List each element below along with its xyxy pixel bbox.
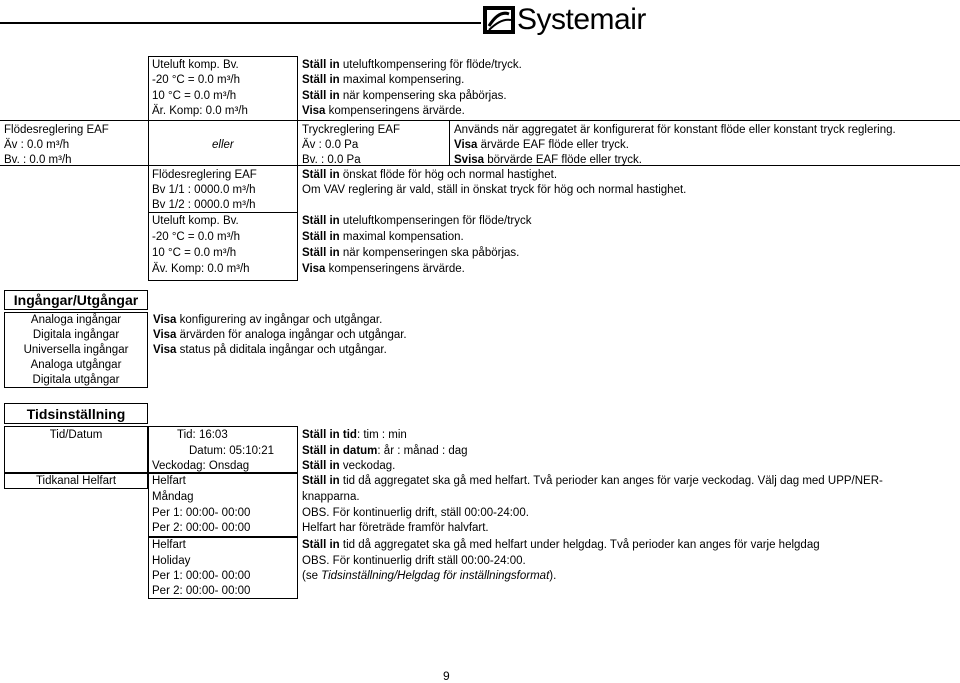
outdoor-comp2-desc-2: Ställ in maximal kompensation. xyxy=(302,231,464,243)
outdoor-comp-desc-1: Ställ in uteluftkompensering för flöde/tryck. xyxy=(302,59,522,71)
io-section-title: Ingångar/Utgångar xyxy=(13,292,139,308)
flow-reg-high: Bv 1/1 : 0000.0 m³/h xyxy=(152,184,256,196)
date-value: Datum: 05:10:21 xyxy=(189,445,275,457)
pressure-reg-setpoint: Bv. : 0.0 Pa xyxy=(302,154,361,166)
flow-reg-left-title: Flödesreglering EAF xyxy=(4,124,109,136)
helfart-desc-4: Helfart har företräde framför halvfart. xyxy=(302,522,489,534)
time-section-title: Tidsinställning xyxy=(26,406,126,422)
logo-emblem-icon xyxy=(483,6,515,34)
helfart-label: Tidkanal Helfart xyxy=(35,475,117,487)
outdoor-comp2-label: Uteluft komp. Bv. xyxy=(152,215,239,227)
eller-label: eller xyxy=(212,139,234,151)
flow-reg-desc-1: Ställ in önskat flöde för hög och normal hastighet. xyxy=(302,169,558,181)
io-desc-1: Visa konfigurering av ingångar och utgångar. xyxy=(153,314,383,326)
time-value: Tid: 16:03 xyxy=(177,429,228,441)
helfart-desc-3: OBS. För kontinuerlig drift, ställ 00:00-24:00. xyxy=(302,507,529,519)
outdoor-comp2-actual: Äv. Komp: 0.0 m³/h xyxy=(152,263,250,275)
io-desc-2: Visa ärvärden för analoga ingångar och utgångar. xyxy=(153,329,407,341)
outdoor-comp2-desc-1: Ställ in uteluftkompenseringen för flöde/tryck xyxy=(302,215,532,227)
io-item-analog-in: Analoga ingångar xyxy=(30,314,122,326)
outdoor-comp-desc-2: Ställ in maximal kompensering. xyxy=(302,74,465,86)
outdoor-comp-start: 10 °C = 0.0 m³/h xyxy=(152,90,237,102)
outdoor-comp-desc-3: Ställ in när kompensering ska påbörjas. xyxy=(302,90,507,102)
flow-reg-left-actual: Äv : 0.0 m³/h xyxy=(4,139,70,151)
io-desc-3: Visa status på diditala ingångar och utgångar. xyxy=(153,344,387,356)
outdoor-comp2-start: 10 °C = 0.0 m³/h xyxy=(152,247,237,259)
time-desc-2: Ställ in datum: år : månad : dag xyxy=(302,445,468,457)
flow-reg-title: Flödesreglering EAF xyxy=(152,169,257,181)
outdoor-comp-actual: Är. Komp: 0.0 m³/h xyxy=(152,105,248,117)
outdoor-comp-desc-4: Visa kompenseringens ärvärde. xyxy=(302,105,465,117)
header-rule xyxy=(0,22,481,24)
grid-line xyxy=(148,280,298,281)
grid-line xyxy=(148,212,298,213)
time-desc-3: Ställ in veckodag. xyxy=(302,460,396,472)
pressure-reg-desc-1: Används när aggregatet är konfigurerat för konstant flöde eller konstant tryck reglering. xyxy=(454,124,896,136)
holiday-desc-2: OBS. För kontinuerlig drift ställ 00:00-24:00. xyxy=(302,555,526,567)
weekday-value: Veckodag: Onsdag xyxy=(152,460,250,472)
helfart-desc-1: Ställ in tid då aggregatet ska gå med helfart. Två perioder kan anges för varje veckodag. Välj dag med UPP/NER- xyxy=(302,475,883,487)
pressure-reg-desc-3: Svisa börvärde EAF flöde eller tryck. xyxy=(454,154,642,166)
grid-line xyxy=(0,120,960,121)
brand-logo: Systemair xyxy=(517,3,646,36)
io-item-analog-out: Analoga utgångar xyxy=(30,359,122,371)
grid-line xyxy=(297,56,298,280)
helfart-period-2: Per 2: 00:00- 00:00 xyxy=(152,522,251,534)
page-number: 9 xyxy=(443,669,450,683)
helfart-period-1: Per 1: 00:00- 00:00 xyxy=(152,507,251,519)
holiday-desc-1: Ställ in tid då aggregatet ska gå med helfart under helgdag. Två perioder kan anges för varje helgdag xyxy=(302,539,820,551)
holiday-title: Helfart xyxy=(152,539,186,551)
pressure-reg-title: Tryckreglering EAF xyxy=(302,124,400,136)
io-item-digital-out: Digitala utgångar xyxy=(32,374,120,386)
outdoor-comp2-min: -20 °C = 0.0 m³/h xyxy=(152,231,241,243)
pressure-reg-desc-2: Visa ärvärde EAF flöde eller tryck. xyxy=(454,139,629,151)
holiday-day: Holiday xyxy=(152,555,191,567)
flow-reg-left-setpoint: Bv. : 0.0 m³/h xyxy=(4,154,72,166)
helfart-day: Måndag xyxy=(152,491,194,503)
pressure-reg-actual: Äv : 0.0 Pa xyxy=(302,139,359,151)
time-desc-1: Ställ in tid: tim : min xyxy=(302,429,407,441)
grid-line xyxy=(148,56,298,57)
outdoor-comp2-desc-4: Visa kompenseringens ärvärde. xyxy=(302,263,465,275)
flow-reg-desc-2: Om VAV reglering är vald, ställ in önskat tryck för hög och normal hastighet. xyxy=(302,184,687,196)
helfart-title: Helfart xyxy=(152,475,186,487)
flow-reg-normal: Bv 1/2 : 0000.0 m³/h xyxy=(152,199,256,211)
io-item-universal-in: Universella ingångar xyxy=(23,344,129,356)
outdoor-comp-min: -20 °C = 0.0 m³/h xyxy=(152,74,241,86)
helfart-desc-2: knapparna. xyxy=(302,491,360,503)
grid-line xyxy=(148,56,149,280)
holiday-period-2: Per 2: 00:00- 00:00 xyxy=(152,585,251,597)
grid-line xyxy=(449,120,450,165)
holiday-period-1: Per 1: 00:00- 00:00 xyxy=(152,570,251,582)
outdoor-comp2-desc-3: Ställ in när kompenseringen ska påbörjas. xyxy=(302,247,520,259)
time-date-label: Tid/Datum xyxy=(49,429,103,441)
io-item-digital-in: Digitala ingångar xyxy=(32,329,120,341)
outdoor-comp-label: Uteluft komp. Bv. xyxy=(152,59,239,71)
holiday-desc-3: (se Tidsinställning/Helgdag för inställningsformat). xyxy=(302,570,557,582)
